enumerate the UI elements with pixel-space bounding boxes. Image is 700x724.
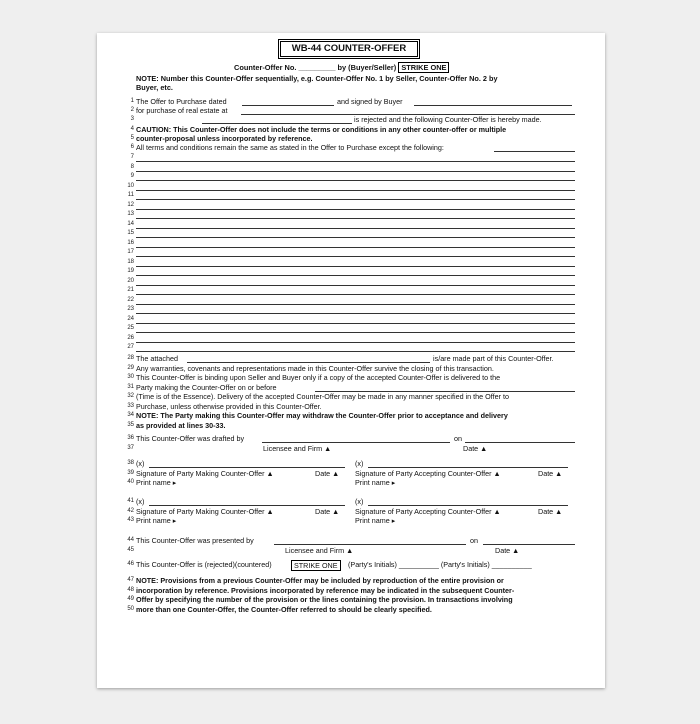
line-number: 45 <box>127 547 134 553</box>
print-name-label: Print name ▸ <box>355 478 396 487</box>
line-number: 24 <box>127 315 134 322</box>
signature-making-field[interactable] <box>149 497 345 506</box>
line-number: 30 <box>127 374 134 380</box>
line-number: 49 <box>127 596 134 602</box>
date-caption: Date ▲ <box>315 468 340 478</box>
line-number: 48 <box>127 586 134 593</box>
line-35 <box>97 421 605 431</box>
blank-line-9[interactable] <box>97 172 605 182</box>
line-number: 50 <box>127 605 134 612</box>
licensee-firm-caption: Licensee and Firm ▲ <box>263 444 332 453</box>
line-number: 10 <box>127 182 134 189</box>
attached-documents-field[interactable] <box>187 354 430 363</box>
line-number: 36 <box>127 435 134 441</box>
rejected-statement: is rejected and the following Counter-Offer is hereby made. <box>354 115 542 124</box>
line-39 <box>97 469 605 479</box>
counter-offer-number-label: Counter-Offer No. _________ by (Buyer/Seller) <box>234 63 397 72</box>
terms-remain-text: All terms and conditions remain the same as stated in the Offer to Purchase except the following: <box>136 143 444 152</box>
date-caption: Date ▲ <box>538 468 563 478</box>
line-number: 34 <box>127 412 134 418</box>
line-number: 46 <box>127 561 134 567</box>
line-6 <box>97 143 605 153</box>
drafted-date-field[interactable] <box>465 434 575 443</box>
blank-line-10[interactable] <box>97 182 605 192</box>
line-46 <box>97 560 605 570</box>
line-40 <box>97 478 605 488</box>
line-44 <box>97 536 605 546</box>
caution-text-cont: counter-proposal unless incorporated by reference. <box>136 134 313 143</box>
line-37 <box>97 444 605 454</box>
presented-by-label: This Counter-Offer was presented by <box>136 536 254 545</box>
line-number: 28 <box>127 355 134 361</box>
numbering-note-cont: Buyer, etc. <box>136 83 173 92</box>
blank-line-24[interactable] <box>97 315 605 325</box>
line-38 <box>97 459 605 469</box>
signature-accepting-caption: Signature of Party Accepting Counter-Offer ▲ <box>355 506 501 516</box>
line-number: 17 <box>127 249 134 255</box>
blank-line-27[interactable] <box>97 343 605 353</box>
line-49 <box>97 595 605 605</box>
signature-x-mark: (x) <box>136 459 145 468</box>
print-name-label: Print name ▸ <box>136 478 177 487</box>
offer-dated-label: The Offer to Purchase dated <box>136 97 227 106</box>
line-number: 19 <box>127 268 134 274</box>
line-43 <box>97 516 605 526</box>
form-title: WB-44 COUNTER-OFFER <box>280 41 418 57</box>
date-caption: Date ▲ <box>315 506 340 516</box>
signature-making-caption: Signature of Party Making Counter-Offer ▲ <box>136 506 274 516</box>
property-address-cont-field[interactable] <box>202 115 352 124</box>
blank-line-17[interactable] <box>97 248 605 258</box>
signature-accepting-field[interactable] <box>368 459 568 468</box>
line-number: 8 <box>130 163 134 170</box>
signature-making-caption: Signature of Party Making Counter-Offer ▲ <box>136 468 274 478</box>
delivery-text: (Time is of the Essence). Delivery of the accepted Counter-Offer may be made in any manner specified in the Offer to <box>136 392 509 401</box>
provisions-note-cont: more than one Counter-Offer, the Counter-Offer referred to should be clearly specified. <box>136 604 432 614</box>
blank-line-12[interactable] <box>97 201 605 211</box>
provisions-note: NOTE: Provisions from a previous Counter-Offer may be included by reproduction of the entire provision or <box>136 576 504 585</box>
presented-by-field[interactable] <box>274 536 466 545</box>
line-number: 40 <box>127 479 134 485</box>
counter-offer-number-line <box>234 63 449 72</box>
deadline-label: Party making the Counter-Offer on or before <box>136 382 277 392</box>
line-number: 1 <box>130 98 134 104</box>
line-29 <box>97 364 605 374</box>
line-number: 14 <box>127 220 134 227</box>
on-label: on <box>470 536 478 545</box>
blank-line-25[interactable] <box>97 324 605 334</box>
numbering-note: NOTE: Number this Counter-Offer sequentially, e.g. Counter-Offer No. 1 by Seller, Counter-Offer No. 2 by <box>136 74 498 83</box>
line-36 <box>97 434 605 444</box>
signature-x-mark: (x) <box>355 497 364 506</box>
drafted-by-field[interactable] <box>262 434 450 443</box>
date-caption: Date ▲ <box>495 546 520 555</box>
warranties-text: Any warranties, covenants and representations made in this Counter-Offer survive the closing of this transaction. <box>136 363 494 373</box>
line-42 <box>97 507 605 517</box>
party-initials-fields[interactable]: (Party's Initials) __________ (Party's Initials) __________ <box>348 560 532 569</box>
line-number: 33 <box>127 402 134 409</box>
buyer-name-field[interactable] <box>414 97 572 106</box>
line-50 <box>97 605 605 615</box>
line-number: 20 <box>127 277 134 284</box>
line-number: 4 <box>130 126 134 132</box>
blank-line-11[interactable] <box>97 191 605 201</box>
line-number: 6 <box>130 144 134 150</box>
signature-accepting-caption: Signature of Party Accepting Counter-Offer ▲ <box>355 468 501 478</box>
line-41 <box>97 497 605 507</box>
exceptions-field[interactable] <box>494 143 575 152</box>
withdraw-note-cont: as provided at lines 30-33. <box>136 420 226 430</box>
line-31 <box>97 383 605 393</box>
line-3 <box>97 115 605 125</box>
line-number: 27 <box>127 344 134 350</box>
line-number: 25 <box>127 325 134 331</box>
line-number: 5 <box>130 135 134 141</box>
line-number: 32 <box>127 393 134 399</box>
caution-text: CAUTION: This Counter-Offer does not include the terms or conditions in any other counter-offer or multiple <box>136 125 507 134</box>
print-name-label: Print name ▸ <box>355 516 396 525</box>
signed-by-buyer-label: and signed by Buyer <box>337 97 403 106</box>
licensee-firm-caption: Licensee and Firm ▲ <box>285 546 354 555</box>
line-30 <box>97 373 605 383</box>
line-number: 2 <box>130 107 134 113</box>
line-number: 7 <box>130 154 134 160</box>
provisions-note-cont: incorporation by reference. Provisions incorporated by reference may be indicated in the subsequent Counter- <box>136 585 515 595</box>
property-address-label: for purchase of real estate at <box>136 106 228 115</box>
line-33 <box>97 402 605 412</box>
line-number: 23 <box>127 306 134 312</box>
line-number: 37 <box>127 445 134 451</box>
line-number: 47 <box>127 577 134 583</box>
property-address-field[interactable] <box>241 106 575 115</box>
attached-label: The attached <box>136 354 178 363</box>
strike-one-box: STRIKE ONE <box>291 560 341 571</box>
blank-line-13[interactable] <box>97 210 605 220</box>
signature-x-mark: (x) <box>136 497 145 506</box>
blank-line-19[interactable] <box>97 267 605 277</box>
strike-one-box: STRIKE ONE <box>398 62 449 73</box>
signature-accepting-field[interactable] <box>368 497 568 506</box>
signature-making-field[interactable] <box>149 459 345 468</box>
line-48 <box>97 586 605 596</box>
line-number: 15 <box>127 230 134 236</box>
blank-line-23[interactable] <box>97 305 605 315</box>
line-number: 9 <box>130 173 134 179</box>
line-number: 21 <box>127 287 134 293</box>
line-28 <box>97 354 605 364</box>
presented-date-field[interactable] <box>483 536 575 545</box>
line-34 <box>97 411 605 421</box>
made-part-text: is/are made part of this Counter-Offer. <box>433 354 554 363</box>
blank-line-26[interactable] <box>97 334 605 344</box>
line-number: 29 <box>127 364 134 371</box>
line-number: 13 <box>127 211 134 217</box>
blank-line-16[interactable] <box>97 239 605 249</box>
line-45 <box>97 546 605 556</box>
line-number: 31 <box>127 383 134 390</box>
blank-line-8[interactable] <box>97 163 605 173</box>
blank-line-21[interactable] <box>97 286 605 296</box>
deadline-field[interactable] <box>315 383 575 392</box>
blank-line-14[interactable] <box>97 220 605 230</box>
line-number: 38 <box>127 460 134 466</box>
line-number: 26 <box>127 334 134 341</box>
line-number: 39 <box>127 469 134 476</box>
provisions-note-cont: Offer by specifying the number of the provision or the lines containing the provision. In transactions involving <box>136 595 513 604</box>
blank-line-18[interactable] <box>97 258 605 268</box>
rejected-countered-label: This Counter-Offer is (rejected)(countered) <box>136 560 272 569</box>
date-caption: Date ▲ <box>538 506 563 516</box>
line-number: 12 <box>127 201 134 208</box>
withdraw-note: NOTE: The Party making this Counter-Offer may withdraw the Counter-Offer prior to acceptance and delivery <box>136 411 508 420</box>
line-number: 18 <box>127 258 134 265</box>
blank-line-20[interactable] <box>97 277 605 287</box>
blank-line-22[interactable] <box>97 296 605 306</box>
line-number: 22 <box>127 296 134 303</box>
delivery-text-cont: Purchase, unless otherwise provided in this Counter-Offer. <box>136 401 322 411</box>
line-number: 44 <box>127 537 134 543</box>
line-number: 35 <box>127 421 134 428</box>
offer-date-field[interactable] <box>242 97 334 106</box>
date-caption: Date ▲ <box>463 444 488 453</box>
line-number: 42 <box>127 507 134 514</box>
line-number: 3 <box>130 116 134 122</box>
line-32 <box>97 392 605 402</box>
signature-x-mark: (x) <box>355 459 364 468</box>
line-47 <box>97 576 605 586</box>
blank-line-7[interactable] <box>97 153 605 163</box>
print-name-label: Print name ▸ <box>136 516 177 525</box>
on-label: on <box>454 434 462 443</box>
drafted-by-label: This Counter-Offer was drafted by <box>136 434 245 443</box>
line-number: 43 <box>127 517 134 523</box>
line-number: 16 <box>127 239 134 246</box>
line-number: 11 <box>127 192 134 198</box>
binding-text: This Counter-Offer is binding upon Seller and Buyer only if a copy of the accepted Counter-Offer is delivered to the <box>136 373 501 382</box>
blank-line-15[interactable] <box>97 229 605 239</box>
line-number: 41 <box>127 498 134 504</box>
document-page <box>97 33 605 688</box>
